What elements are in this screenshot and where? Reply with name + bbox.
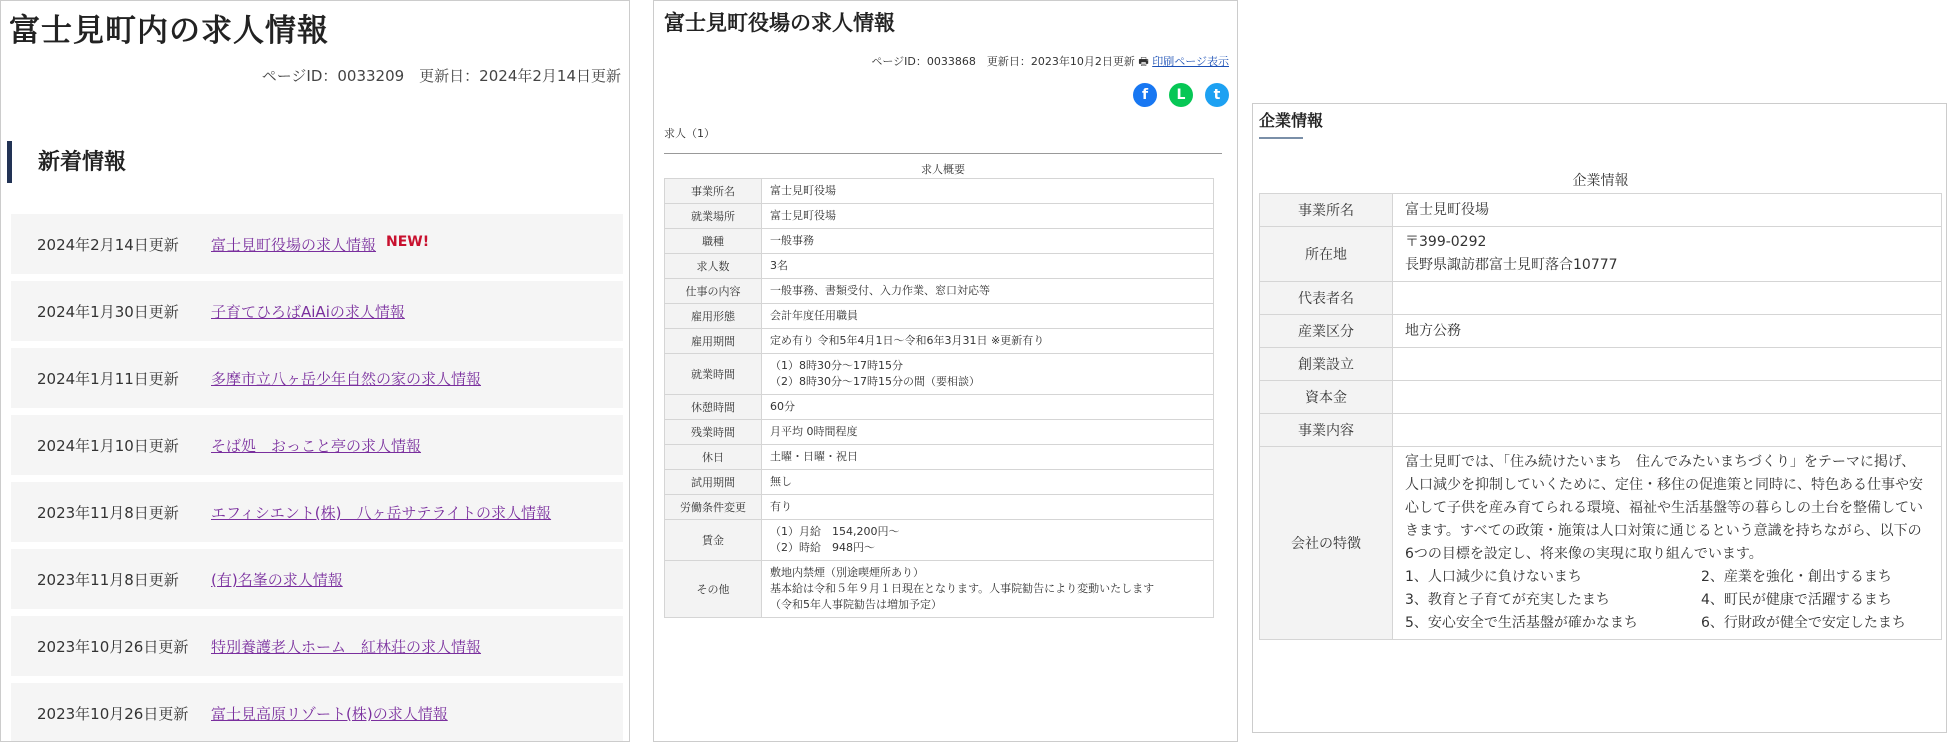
goal-row [1405,589,1929,612]
list-item [11,214,623,274]
list-item [11,549,623,609]
table-row [1260,381,1942,414]
list-item-link[interactable]: 多摩市立八ヶ岳少年自然の家の求人情報 [211,370,482,388]
row-label: 就業時間 [665,354,762,395]
row-value [1393,194,1942,227]
row-label: その他 [665,561,762,618]
value-line: 一般事務 [770,234,814,247]
row-label: 会社の特徴 [1260,447,1393,640]
row-value [762,279,1214,304]
value-line: 無し [770,475,792,488]
divider [664,153,1222,154]
value-line: 会計年度任用職員 [770,309,858,322]
row-label: 休日 [665,445,762,470]
list-item [11,616,623,676]
row-value [1393,227,1942,282]
table-caption: 求人概要 [921,163,965,176]
row-label: 事業所名 [1260,194,1393,227]
list-item-link[interactable]: 富士見町役場の求人情報 [211,236,377,254]
table-row [665,420,1214,445]
goal-row [1405,612,1929,635]
row-value [1393,381,1942,414]
list-item [11,281,623,341]
value-line: 富士見町役場 [770,184,836,197]
value-line: 〒399-0292 [1405,234,1487,250]
row-value [762,329,1214,354]
row-label: 賃金 [665,520,762,561]
row-value [762,304,1214,329]
value-line: 基本給は令和５年９月１日現在となります。人事院勧告により変動いたします [770,582,1155,595]
goal-item: 5、安心安全で生活基盤が確かなまち [1405,615,1638,631]
title-underline [1259,137,1303,139]
row-value [762,445,1214,470]
value-line: 3名 [770,259,788,272]
row-value [1393,315,1942,348]
page-meta [871,53,1229,72]
print-page-link[interactable]: 印刷ページ表示 [1152,55,1229,68]
value-line: 定め有り 令和5年4月1日～令和6年3月31日 ※更新有り [770,334,1045,347]
goal-item: 1、人口減少に負けないまち [1405,569,1582,585]
row-value [762,495,1214,520]
table-row [665,395,1214,420]
table-row [665,561,1214,618]
page-title: 富士見町内の求人情報 [9,13,329,49]
row-value [1393,348,1942,381]
row-value [762,395,1214,420]
list-item-date: 2024年1月30日更新 [37,303,179,321]
value-line: 長野県諏訪郡富士見町落合10777 [1405,257,1618,273]
goal-item: 2、産業を強化・創出するまち [1701,569,1892,585]
row-label: 事業所名 [665,179,762,204]
list-item-date: 2023年10月26日更新 [37,705,189,723]
list-item-link[interactable]: 富士見高原リゾート(株)の求人情報 [211,705,448,723]
value-line: 富士見町役場 [1405,201,1489,218]
printer-icon: 🖶 [1138,55,1149,68]
value-line: （令和5年人事院勧告は増加予定） [770,598,942,611]
value-line: 一般事務、書類受付、入力作業、窓口対応等 [770,284,990,297]
list-item-date: 2023年11月8日更新 [37,571,179,589]
list-item [11,348,623,408]
value-line: （1）月給 154,200円～ [770,525,900,538]
job-detail-panel [653,0,1238,742]
row-label: 所在地 [1260,227,1393,282]
row-label: 雇用形態 [665,304,762,329]
news-list [11,214,623,742]
value-line: （2）8時30分～17時15分の間（要相談） [770,375,980,388]
value-line: 敷地内禁煙（別途喫煙所あり） [770,566,924,579]
table-row [665,520,1214,561]
row-label: 創業設立 [1260,348,1393,381]
facebook-icon[interactable]: f [1133,83,1157,107]
table-row [1260,348,1942,381]
line-icon[interactable]: L [1169,83,1193,107]
row-value [1393,282,1942,315]
table-row [1260,315,1942,348]
section-title-news: 新着情報 [7,141,126,183]
list-item-date: 2023年10月26日更新 [37,638,189,656]
row-label: 試用期間 [665,470,762,495]
goal-item: 3、教育と子育てが充実したまち [1405,592,1610,608]
row-value [1393,447,1942,640]
table-row [1260,414,1942,447]
list-item-date: 2023年11月8日更新 [37,504,179,522]
value-line: 60分 [770,400,795,413]
list-item-link[interactable]: (有)名峯の求人情報 [211,571,343,589]
row-value [762,354,1214,395]
list-item-date: 2024年1月10日更新 [37,437,179,455]
goal-row [1405,566,1929,589]
row-label: 代表者名 [1260,282,1393,315]
row-label: 事業内容 [1260,414,1393,447]
table-row [1260,282,1942,315]
row-value [762,561,1214,618]
list-item [11,415,623,475]
row-value [762,229,1214,254]
page-title: 富士見町役場の求人情報 [664,10,895,35]
page-meta-text: ページID：0033868 更新日：2023年10月2日更新 [871,55,1135,68]
value-line: 月平均 0時間程度 [770,425,858,438]
list-item-link[interactable]: 特別養護老人ホーム 紅林荘の求人情報 [211,638,482,656]
table-row [665,445,1214,470]
goal-item: 4、町民が健康で活躍するまち [1701,592,1892,608]
row-value [762,254,1214,279]
company-info-table [1259,193,1942,640]
section-title: 企業情報 [1259,111,1324,130]
row-label: 職種 [665,229,762,254]
row-value [762,179,1214,204]
list-item-date: 2024年2月14日更新 [37,236,179,254]
table-row [1260,194,1942,227]
list-item [11,482,623,542]
table-row [665,304,1214,329]
page-meta: ページID：0033209 更新日：2024年2月14日更新 [261,67,621,85]
row-label: 産業区分 [1260,315,1393,348]
table-row [665,204,1214,229]
list-item-link[interactable]: 子育てひろばAiAiの求人情報 [211,303,405,321]
row-label: 資本金 [1260,381,1393,414]
row-label: 求人数 [665,254,762,279]
list-item-date: 2024年1月11日更新 [37,370,179,388]
table-row-feature [1260,447,1942,640]
row-value [762,520,1214,561]
row-label: 残業時間 [665,420,762,445]
row-label: 仕事の内容 [665,279,762,304]
list-item-link[interactable]: そば処 おっこと亭の求人情報 [211,437,422,455]
value-line: 土曜・日曜・祝日 [770,450,858,463]
job-list-panel [0,0,630,742]
table-row [665,354,1214,395]
table-row [665,470,1214,495]
list-item-link[interactable]: エフィシエント(株) 八ヶ岳サテライトの求人情報 [211,504,552,522]
value-line: 有り [770,500,792,513]
table-row [665,229,1214,254]
goal-item: 6、行財政が健全で安定したまち [1701,615,1906,631]
row-label: 休憩時間 [665,395,762,420]
value-line: 地方公務 [1405,322,1461,339]
social-share-bar [1121,83,1229,107]
row-value [762,470,1214,495]
subheading: 求人（1） [664,127,715,140]
table-row [1260,227,1942,282]
row-label: 雇用期間 [665,329,762,354]
job-summary-table [664,178,1214,618]
twitter-icon[interactable]: t [1205,83,1229,107]
table-row [665,179,1214,204]
value-line: 富士見町役場 [770,209,836,222]
row-value [762,204,1214,229]
row-label: 労働条件変更 [665,495,762,520]
new-badge: NEW! [386,234,430,250]
row-label: 就業場所 [665,204,762,229]
table-row [665,329,1214,354]
feature-text: 富士見町では、「住み続けたいまち 住んでみたいまちづくり」をテーマに掲げ、人口減少を抑制していくために、定住・移住の促進策と同時に、特色ある仕事や安心して子供を産み育てられる環境、福祉や生活基盤等の暮らしの土台を整備していきます。すべての政策・施策は人口対策に通じるという意識を持ちながら、以下の6つの目標を設定し、将来像の実現に取り組んでいます。 [1405,454,1923,562]
company-info-panel [1252,103,1947,733]
table-caption: 企業情報 [1572,173,1629,189]
table-row [665,279,1214,304]
value-line: （2）時給 948円～ [770,541,875,554]
row-value [1393,414,1942,447]
table-row [665,495,1214,520]
list-item [11,683,623,742]
value-line: （1）8時30分～17時15分 [770,359,903,372]
table-row [665,254,1214,279]
row-value [762,420,1214,445]
